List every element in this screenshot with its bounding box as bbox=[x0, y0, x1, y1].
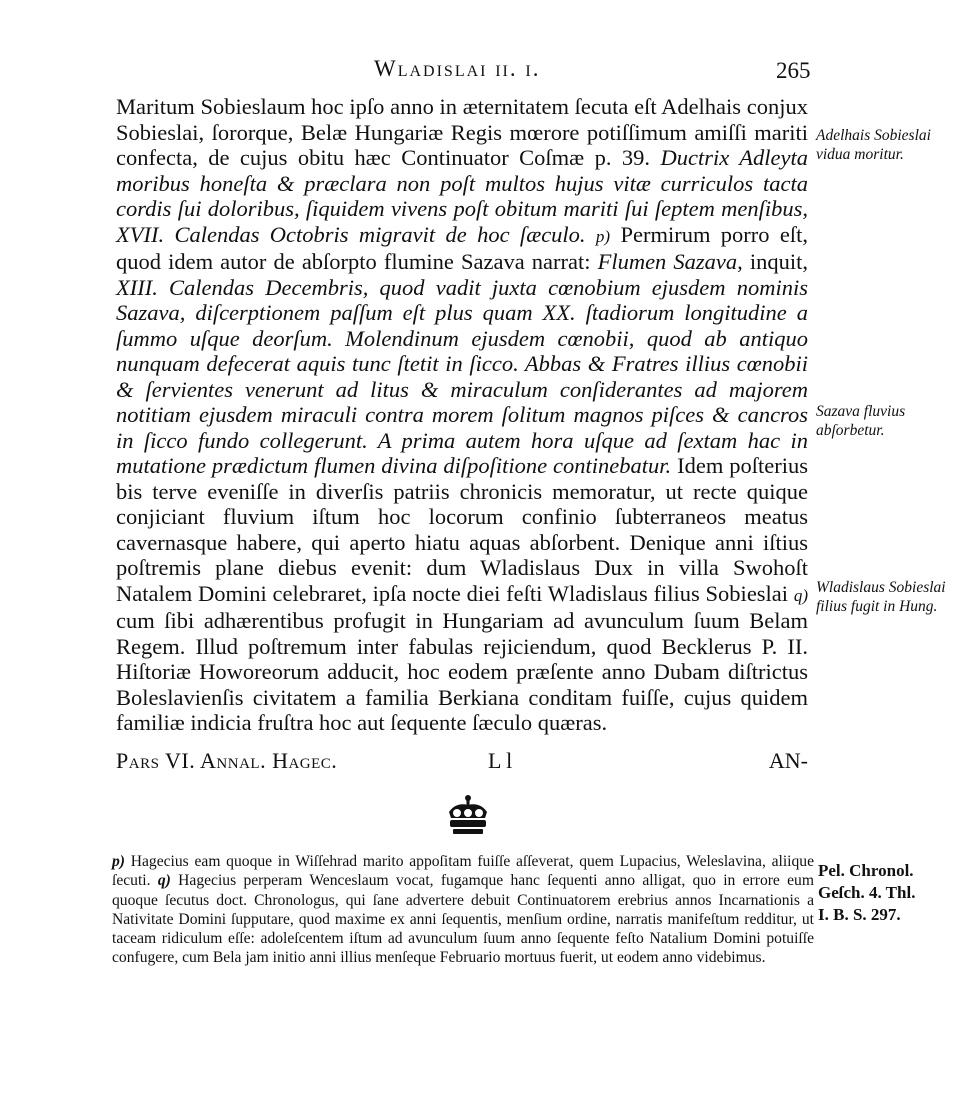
side-reference-line-3: I. B. S. 297. bbox=[818, 905, 901, 924]
page-number: 265 bbox=[776, 58, 811, 83]
footnote-block bbox=[112, 852, 814, 968]
footnotes bbox=[112, 852, 814, 968]
signature-line bbox=[116, 748, 808, 776]
margin-note-sazava: Sazava fluvius abſorbetur. bbox=[816, 403, 906, 439]
footnote-ref-p: p) bbox=[595, 226, 611, 246]
catchword: AN- bbox=[768, 748, 808, 773]
running-title: Wladislai ii. i. bbox=[374, 56, 541, 81]
margin-note-adelhais: Adelhais Sobieslai vidua moritur. bbox=[816, 127, 931, 163]
chronicle-quote-2a: Flumen Sazava, bbox=[597, 249, 743, 274]
body-text-3: inquit, bbox=[749, 249, 809, 274]
body-text-2: Permirum porro eſt, quod idem autor de abſorpto flumine Sazava narrat: bbox=[116, 221, 808, 274]
footnote-ref-q: q) bbox=[793, 585, 808, 605]
footnote-q-mark: q) bbox=[157, 872, 171, 890]
body-text-4: Idem poſterius bis terve eveniſſe in diverſis patriis chronicis memoratur, ut recte quique conjiciant fluvium iſtum hoc locorum confinio ſubterraneos meatus cavernasque habere, qui aperto hiatu aquas abſorbent. Denique anni iſtius poſtremis plane diebus evenit: dum Wladislaus Dux in villa Swohoſt Natalem Domini celebraret, ipſa nocte diei feſti Wladislaus filius Sobieslai bbox=[116, 453, 808, 606]
side-reference-line-2: Geſch. 4. Thl. bbox=[818, 883, 916, 902]
page-header bbox=[0, 52, 960, 88]
signature-part: Pars VI. Annal. Hagec. bbox=[116, 748, 338, 773]
signature-mark: L l bbox=[488, 748, 513, 773]
crown-ornament bbox=[444, 794, 492, 838]
body-text-1: Maritum Sobieslaum hoc ipſo anno in æternitatem ſecuta eſt Adelhais conjux Sobieslai, ſororque, Belæ Hungariæ Regis mœrore potiſſimum amiſſi mariti confecta, de cujus obitu hæc Continuator Coſmæ p. 39. bbox=[116, 94, 808, 170]
main-paragraph bbox=[116, 94, 808, 736]
margin-note-wladislaus: Wladislaus Sobieslai filius fugit in Hung. bbox=[816, 579, 946, 615]
chronicle-quote-2b: XIII. Calendas Decembris, quod vadit juxta cœnobium ejusdem nominis Sazava, diſcerptionem paſſum eſt plus quam XX. ſtadiorum longitudine a ſummo uſque deorſum. Molendinum ejusdem cœnobii, quod ab antiquo nunquam defecerat aquis tunc ſtetit in ſicco. Abbas & Fratres illius cœnobii & ſervientes venerunt ad litus & miraculum conſiderantes ad majorem notitiam ejusdem miraculi contra morem ſolitum magnos piſces & cancros in ſicco fundo collegerunt. A prima autem hora uſque ad ſextam hac in mutatione prædictum flumen divina diſpoſitione continebatur. bbox=[116, 274, 808, 478]
side-reference-line-1: Pel. Chronol. bbox=[818, 861, 914, 880]
footnote-p-text: Hagecius eam quoque in Wiſſehrad marito appoſitam fuiſſe aſſeverat, quem Lupacius, Weleslavina, aliique ſecuti. bbox=[112, 853, 814, 890]
chronicle-quote-1: Ductrix Adleyta moribus honeſta & præclara non poſt multos hujus vitæ curriculos tacta cordis ſui doloribus, ſiquidem vivens poſt obitum mariti ſui ſeptem menſibus, XVII. Calendas Octobris migravit de hoc ſæculo. bbox=[116, 145, 808, 247]
footnote-q-text: Hagecius perperam Wenceslaum vocat, fugamque hanc ſequenti anno alligat, quo in errore eum quoque ſecutus doct. Chronologus, qui ſane advertere debuit Continuatorem erebrius annos Incarnationis a Nativitate Domini ſupputare, quod maxime ex anni ſequentis, menſium ordine, narratis manifeſtum redditur, ut taceam ridiculum eſſe: adoleſcentem iſtum ad avunculum ſuum anno ſequente feſto Natalium Domini potuiſſe confugere, cum Bela jam initio anni illius menſeque Februario mortuus fuerit, ut eodem anno videbimus. bbox=[112, 872, 814, 967]
body-text-5: cum ſibi adhærentibus profugit in Hungariam ad avunculum ſuum Belam Regem. Illud poſtremum inter fabulas rejiciendum, quod Becklerus P. II. Hiſtoriæ Howoreorum adducit, hoc eodem præſente anno Dubam diſtrictus Boleslavienſis civitatem a familia Berkiana conditam fuiſſe, cujus quidem familiæ indicia fruſtra hoc aut ſequente ſæculo quæras. bbox=[116, 608, 808, 735]
main-text bbox=[116, 94, 808, 736]
footnote-side-reference bbox=[818, 860, 948, 926]
footnote-p-mark: p) bbox=[112, 853, 125, 870]
